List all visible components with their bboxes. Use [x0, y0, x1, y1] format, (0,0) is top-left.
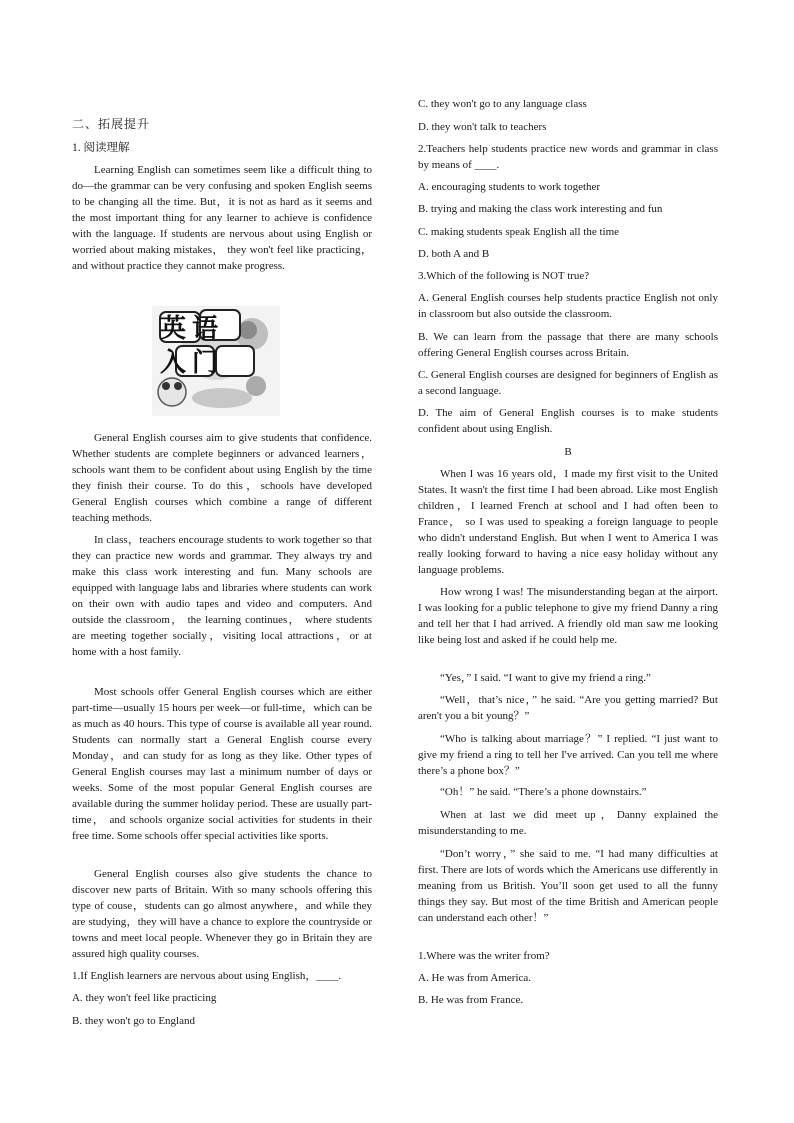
passage-b-paragraph-1: When I was 16 years old，I made my first visit to the United States. It wasn't the first time I had been abroad. Like most English children，I learned French at school and I had often been to France， so I was used to speaking a foreign language to people who didn't understand English. But when I went to America I was really looking forward to having a nice easy holiday without any language problems. — [418, 468, 718, 576]
section-title: 二、拓展提升 — [72, 117, 151, 131]
question-a2-option-c: C. making students speak English all the time — [418, 226, 620, 238]
question-a3-option-a: A. General English courses help students practice English not only in classroom but also outside the classroom. — [418, 292, 718, 320]
question-a3-option-b: B. We can learn from the passage that there are many schools offering General English courses across Britain. — [418, 331, 718, 359]
passage-b-dialogue-4: “Oh！” he said. “There’s a phone downstairs.” — [440, 786, 647, 798]
question-a3-option-d: D. The aim of General English courses is to make students confident about using English. — [418, 407, 718, 435]
question-a1-option-d: D. they won't talk to teachers — [418, 121, 547, 133]
passage-b-label: B — [564, 446, 572, 458]
passage-b-dialogue-2: “Well，that’s nice，” he said. “Are you getting married? But aren't you a bit young？” — [418, 694, 718, 722]
passage-b-paragraph-2: How wrong I was! The misunderstanding began at the airport. I was looking for a public telephone to give my friend Danny a ring and tell her that I had arrived. A friendly old man saw me looking like being lost and asked if he could help me. — [418, 586, 718, 646]
question-a2-option-d: D. both A and B — [418, 248, 490, 260]
question-a2-option-b: B. trying and making the class work interesting and fun — [418, 203, 663, 215]
passage-a-paragraph-1: Learning English can sometimes seem like a difficult thing to do—the grammar can be very confusing and spoken English seems to be changing all the time. But，it is not as hard as it seems and the most important thing for any learner to achieve is confidence with the language. If students are nervous about using English or worried about making mistakes， they won't feel like practicing， and without practice they cannot make progress. — [72, 164, 372, 272]
passage-b-dialogue-1: “Yes，” I said. “I want to give my friend a ring.” — [440, 672, 651, 684]
question-b1: 1.Where was the writer from? — [418, 950, 550, 962]
question-b1-option-a: A. He was from America. — [418, 972, 532, 984]
question-a2: 2.Teachers help students practice new words and grammar in class by means of ____. — [418, 143, 718, 171]
question-a1-option-c: C. they won't go to any language class — [418, 98, 587, 110]
question-a2-option-a: A. encouraging students to work together — [418, 181, 601, 193]
passage-a-paragraph-5: General English courses also give students the chance to discover new parts of Britain. With so many schools offering this type of couse，students can go almost anywhere，and while they are studying，they will have a chance to explore the countryside or towns and meet local people. Whenever they go in Britain they are assured high quality courses. — [72, 868, 372, 960]
passage-a-paragraph-2: General English courses aim to give students that confidence. Whether students are complete beginners or advanced learners，schools want them to be confident about using English by the time they finish their course. To do this，schools have developed General English courses which combine a range of different teaching methods. — [72, 432, 372, 524]
question-a1-option-b: B. they won't go to England — [72, 1015, 195, 1027]
cartoon-logo-text: 英语入门 — [160, 314, 225, 378]
passage-a-paragraph-4: Most schools offer General English courses which are either part-time—usually 15 hours per week—or full-time，which can be as much as 40 hours. This type of course is available all year round. Students can normally start a General English course every Monday，and can study for as long as they like. Other types of General English courses may last a minimum number of days or weeks. Some of the most popular General English courses are available during the summer holiday period. These are usually part-time， and schools organize social activities for students in their free time. Some schools offer special activities like sports. — [72, 686, 372, 842]
cartoon-illustration — [152, 306, 280, 416]
section-subtitle: 1. 阅读理解 — [72, 142, 130, 154]
question-b1-option-b: B. He was from France. — [418, 994, 524, 1006]
question-a1: 1.If English learners are nervous about using English，____. — [72, 970, 342, 982]
question-a1-option-a: A. they won't feel like practicing — [72, 992, 217, 1004]
passage-b-paragraph-8: “Don’t worry，” she said to me. “I had many difficulties at first. There are lots of words which the Americans use differently in meaning from us British. You’ll soon get used to all the funny things they say. But most of the time British and American people can understand each other！” — [418, 848, 718, 924]
passage-b-paragraph-7: When at last we did meet up，Danny explained the misunderstanding to me. — [418, 809, 718, 837]
question-a3-option-c: C. General English courses are designed for beginners of English as a second language. — [418, 369, 718, 397]
passage-b-dialogue-3: “Who is talking about marriage？” I replied. “I just want to give my friend a ring to tell her I've arrived. Can you tell me where there’s a phone box？” — [418, 733, 718, 777]
question-a3: 3.Which of the following is NOT true? — [418, 270, 590, 282]
passage-a-paragraph-3: In class，teachers encourage students to work together so that they can practice new words and grammar. They always try and make this class work interesting and fun. Many schools are equipped with language labs and libraries where students can work on their own with audio tapes and video and computers. And outside the classroom， the learning continues， where students are meeting together socially，visiting local attractions，or at home with a host family. — [72, 534, 372, 658]
